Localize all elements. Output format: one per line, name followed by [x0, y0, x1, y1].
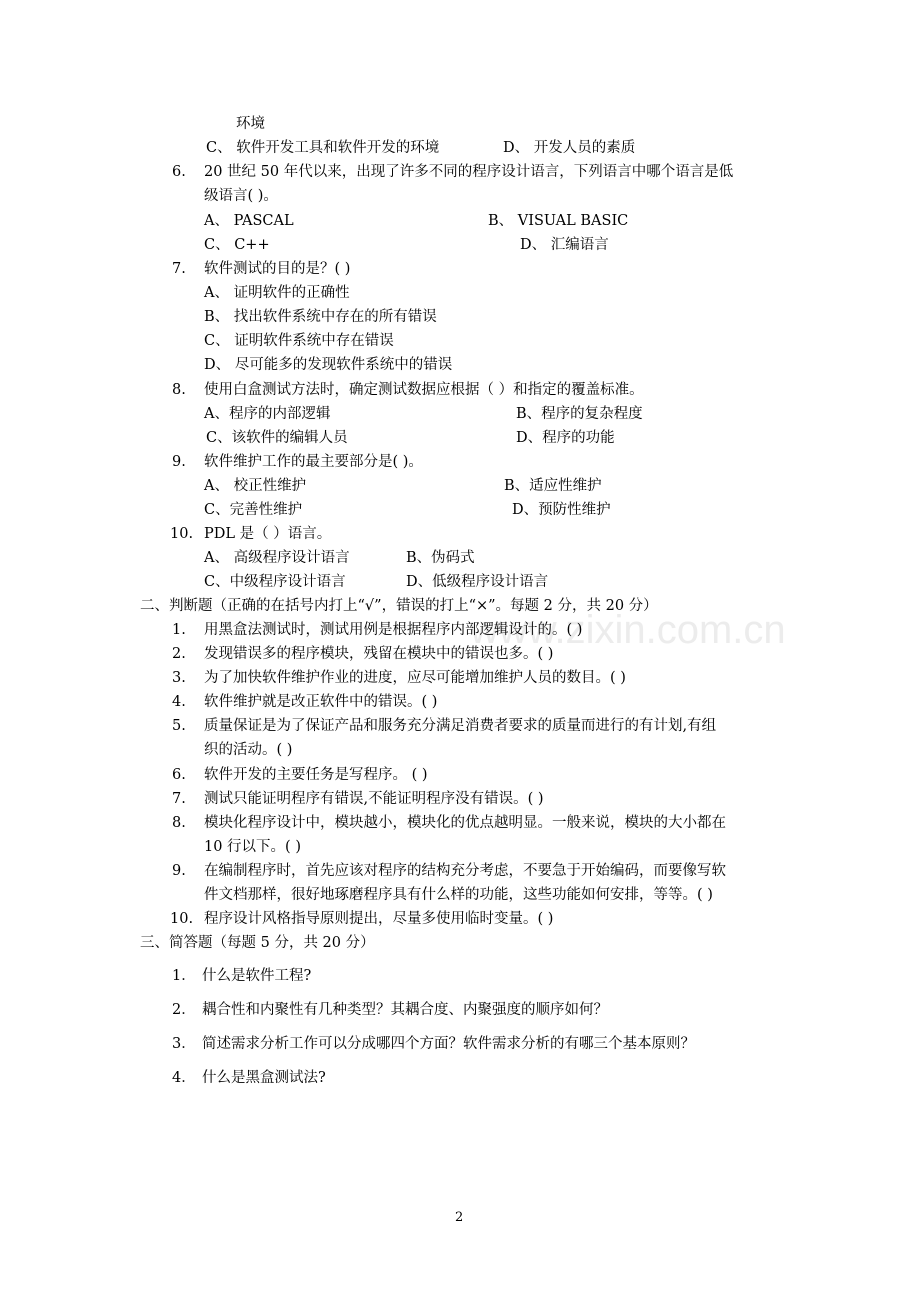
option-c: C、 证明软件系统中存在错误: [204, 333, 394, 349]
option-c: C、该软件的编辑人员: [206, 430, 348, 446]
option-b: B、适应性维护: [504, 478, 602, 494]
tf-item-text: 程序设计风格指导原则提出，尽量多使用临时变量。( ): [204, 911, 554, 927]
prev-option-c: C、 软件开发工具和软件开发的环境: [206, 140, 440, 156]
tf-item-number: 8.: [172, 815, 186, 831]
short-answer-number: 3．: [172, 1036, 196, 1052]
option-a: A、 证明软件的正确性: [204, 285, 350, 301]
option-d: D、低级程序设计语言: [406, 574, 549, 590]
tf-item-number: 3.: [172, 670, 186, 686]
option-d: D、 汇编语言: [520, 237, 609, 253]
option-b: B、伪码式: [406, 550, 475, 566]
tf-item-number: 2.: [172, 646, 186, 662]
prev-option-d: D、 开发人员的素质: [503, 140, 636, 156]
tf-item-number: 6.: [172, 767, 186, 783]
option-b: B、 找出软件系统中存在的所有错误: [204, 309, 437, 325]
option-a: A、 校正性维护: [204, 478, 307, 494]
tf-item-text: 为了加快软件维护作业的进度，应尽可能增加维护人员的数目。( ): [204, 670, 626, 686]
question-text: 使用白盒测试方法时，确定测试数据应根据（ ）和指定的覆盖标准。: [204, 382, 644, 398]
prev-question-tail: 环境: [236, 116, 265, 132]
tf-item-text: 测试只能证明程序有错误,不能证明程序没有错误。( ): [204, 791, 544, 807]
tf-item-text: 软件开发的主要任务是写程序。 ( ): [204, 767, 428, 783]
section-title-short-answer: 三、简答题（每题 5 分，共 20 分）: [140, 935, 375, 951]
question-text: 软件测试的目的是？( ): [204, 261, 351, 277]
question-number: 8.: [172, 382, 186, 398]
option-c: C、完善性维护: [204, 502, 303, 518]
question-number: 7.: [172, 261, 186, 277]
option-a: A、 高级程序设计语言: [204, 550, 350, 566]
tf-item-text: 用黑盒法测试时，测试用例是根据程序内部逻辑设计的。( ): [204, 622, 583, 638]
option-b: B、 VISUAL BASIC: [488, 213, 629, 229]
short-answer-number: 4．: [172, 1070, 196, 1086]
short-answer-question: 什么是软件工程?: [202, 968, 312, 984]
question-number: 6.: [172, 164, 186, 180]
short-answer-number: 1．: [172, 968, 196, 984]
question-text: 软件维护工作的最主要部分是( )。: [204, 454, 423, 470]
question-number: 10.: [170, 526, 194, 542]
tf-item-text-cont: 10 行以下。( ): [204, 839, 301, 855]
short-answer-number: 2．: [172, 1002, 196, 1018]
question-number: 9.: [172, 454, 186, 470]
option-d: D、预防性维护: [512, 502, 611, 518]
tf-item-text: 在编制程序时，首先应该对程序的结构充分考虑，不要急于开始编码，而要像写软: [204, 863, 726, 879]
tf-item-text: 模块化程序设计中，模块越小，模块化的优点越明显。一般来说，模块的大小都在: [204, 815, 726, 831]
tf-item-text: 质量保证是为了保证产品和服务充分满足消费者要求的质量而进行的有计划,有组: [204, 718, 717, 734]
tf-item-number: 10.: [170, 911, 194, 927]
tf-item-number: 1.: [172, 622, 186, 638]
question-text: 20 世纪 50 年代以来，出现了许多不同的程序设计语言，下列语言中哪个语言是低: [204, 164, 734, 180]
tf-item-text: 发现错误多的程序模块，残留在模块中的错误也多。( ): [204, 646, 554, 662]
page-number: 2: [455, 1210, 464, 1225]
tf-item-text: 软件维护就是改正软件中的错误。( ): [204, 694, 438, 710]
option-b: B、程序的复杂程度: [516, 406, 643, 422]
option-c: C、 C++: [204, 237, 270, 253]
short-answer-question: 简述需求分析工作可以分成哪四个方面？软件需求分析的有哪三个基本原则？: [202, 1036, 695, 1052]
short-answer-question: 耦合性和内聚性有几种类型？其耦合度、内聚强度的顺序如何？: [202, 1002, 608, 1018]
section-title-judgement: 二、判断题（正确的在括号内打上“√”，错误的打上“×”。每题 2 分，共 20 分）: [140, 598, 658, 614]
option-a: A、程序的内部逻辑: [204, 406, 331, 422]
tf-item-number: 4.: [172, 694, 186, 710]
tf-item-number: 5.: [172, 718, 186, 734]
option-d: D、程序的功能: [516, 430, 615, 446]
tf-item-text-cont: 织的活动。( ): [204, 742, 293, 758]
question-text: PDL 是（ ）语言。: [204, 526, 332, 542]
short-answer-question: 什么是黑盒测试法?: [202, 1070, 326, 1086]
option-a: A、 PASCAL: [204, 213, 294, 229]
option-c: C、中级程序设计语言: [204, 574, 346, 590]
watermark: www.zixin.com.cn: [470, 608, 786, 652]
tf-item-text-cont: 件文档那样，很好地琢磨程序具有什么样的功能，这些功能如何安排，等等。( ): [204, 887, 713, 903]
tf-item-number: 9.: [172, 863, 186, 879]
question-text-cont: 级语言( )。: [204, 188, 278, 204]
option-d: D、 尽可能多的发现软件系统中的错误: [204, 357, 453, 373]
tf-item-number: 7.: [172, 791, 186, 807]
